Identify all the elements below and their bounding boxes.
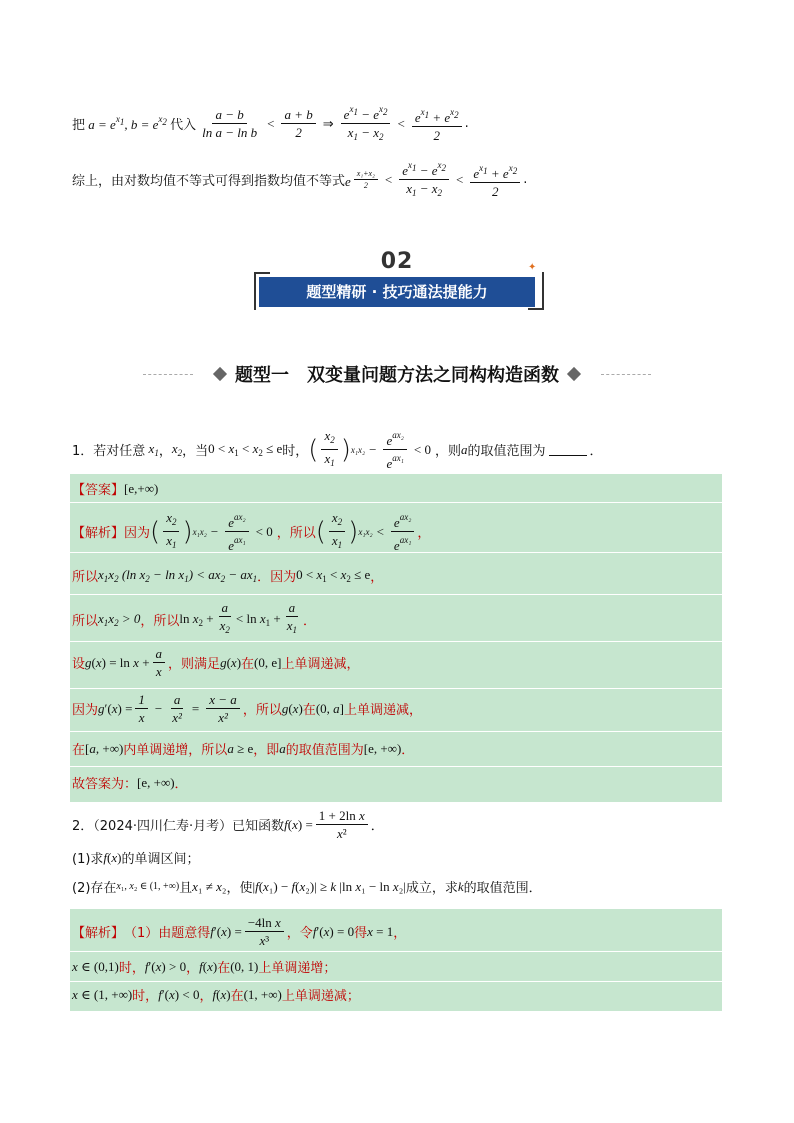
section-banner: 题型精研 · 技巧通法提能力 [259, 277, 535, 307]
diamond-icon [213, 367, 227, 381]
q2-analysis-line-1: 【解析】 （1）由题意得 f′(x) = $\frac{\text{−4ln x}}{\text{x³}}$ ，令 f′(x) = 0 得 x = 1 ， [72, 915, 407, 948]
math-fraction: $\frac{e^{x1} - e^{x2}}{x_1 - x_2}$ [399, 158, 449, 201]
section-heading: 题型一 双变量问题方法之同构构造函数 [0, 361, 794, 387]
diamond-icon [567, 367, 581, 381]
question-2-part-2: (2)存在 x₁, x₂ ∈ (1, +∞) 且 x₁ ≠ x₂ ，使 |f(x₁) − f(x₂)| ≥ k |ln x₁ − ln x₂| 成立，求 k 的取值范围． [72, 878, 542, 896]
math: $a = e^{x1}$, $b = e^{x2}$ [85, 114, 167, 132]
analysis-line-4: 设 g(x) = ln x + $\frac{a}{x}$ ，则满足 g(x) 在 (0, e] 上单调递减， [72, 646, 360, 679]
analysis-line-6: 在 [a, +∞) 内单调递增，所以 a ≥ e ，即 a 的取值范围为 [e, +∞) ． [72, 740, 415, 758]
question-2: 2．（2024·四川仁寿·月考）已知函数 f(x) = $\frac{\text{1 + 2ln x}}{\text{x²}}$ ． [72, 808, 384, 841]
answer-line: 【答案】 [e,+∞) [72, 480, 159, 498]
answer-blank [549, 443, 587, 456]
divider [601, 374, 651, 375]
math-fraction: $\frac{a + b}{2}$ [281, 107, 315, 140]
intro-line-1: 把 $a = e^{x1}$, $b = e^{x2}$ 代入 $\frac{a - b}{\text{ln a − ln b}}$ < $\frac{a + b}{2}$ ⇒ $\frac{e^{x1} - e^{x2}}{x_1 - x_2}$ < $\frac{e^{x1} + e^{x2}}{2}$ . [72, 102, 722, 145]
section-number: 02 [380, 249, 414, 274]
analysis-line-3: 所以 $x_1x_2 > 0$ ，所以 $\ln x_2$ + $\frac{a}{x_2}$ < $\ln x_1$ + $\frac{a}{x_1}$ ． [72, 600, 317, 635]
question-1: 1．若对任意 $x_1$ ， $x_2$ ，当 $0 < x_1 < x_2 \le e$ 时， ( $\frac{x_2}{x_1}$ ) x₁x₂ − $\frac{e^{ax_2}}{e^{ax_1}}$ < 0 ，则 a 的取值范围为 ． [72, 428, 603, 471]
math-fraction: $\frac{e^{x1} - e^{x2}}{x_1 - x_2}$ [341, 102, 391, 145]
q2-analysis-line-3: x ∈ (1, +∞) 时， f′(x) < 0 ， f(x) 在 (1, +∞) 上单调递减； [72, 986, 360, 1004]
analysis-line-1: 【解析】 因为 ( $\frac{x_2}{x_1}$ ) x₁x₂ − $\frac{e^{ax_2}}{e^{ax_1}}$ < 0 ，所以 ( $\frac{x_2}{x_1}$ ) x₁x₂ < $\frac{e^{ax_2}}{e^{ax_1}}$ ， [72, 510, 431, 553]
math-fraction: $\frac{a - b}{\text{ln a − ln b}}$ [202, 107, 258, 140]
q2-analysis-line-2: x ∈ (0,1) 时， f′(x) > 0 ， f(x) 在 (0, 1) 上单调递增； [72, 958, 337, 976]
analysis-line-2: 所以 $x_1x_2$ (ln $x_2 - \ln x_1) < ax_2 - ax_1$ ．因为 $0 < x_1 < x_2 \le e$ ， [72, 567, 384, 585]
question-2-part-1: (1)求 f(x) 的单调区间； [72, 849, 200, 867]
sparkle-icon: ✦ [528, 262, 537, 273]
analysis-line-5: 因为 g′(x) = $\frac{1}{x}$ − $\frac{a}{\text{x²}}$ = $\frac{x - a}{\text{x²}}$ ，所以 g(x) 在 (0, a] 上单调递减， [72, 692, 423, 725]
analysis-line-7: 故答案为： [e, +∞) ． [72, 774, 188, 792]
intro-line-2: 综上，由对数均值不等式可得到指数均值不等式 e $\frac{\text{x₁+x₂}}{2}$ < $\frac{e^{x1} - e^{x2}}{x_1 - x_2}$ < $\frac{e^{x1} + e^{x2}}{2}$ . [72, 158, 722, 201]
math-fraction: $\frac{e^{x1} + e^{x2}}{2}$ [412, 105, 462, 143]
divider [143, 374, 193, 375]
math-fraction: $\frac{e^{x1} + e^{x2}}{2}$ [470, 161, 520, 199]
